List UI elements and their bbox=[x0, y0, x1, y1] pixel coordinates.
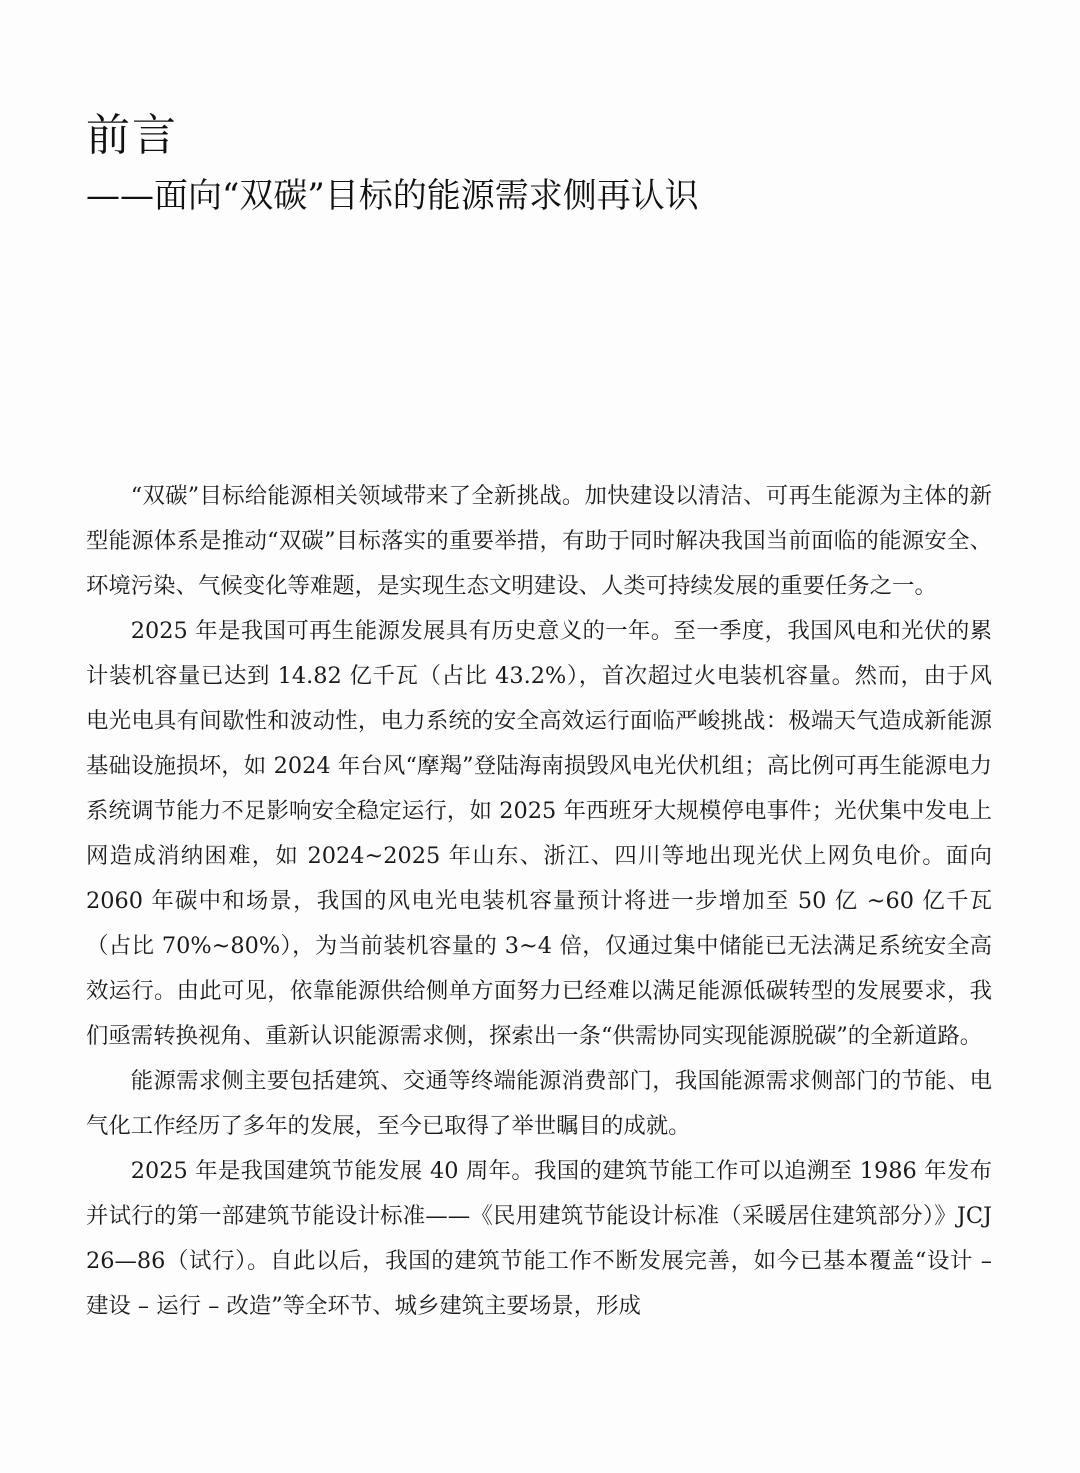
page-subtitle: ——面向“双碳”目标的能源需求侧再认识 bbox=[86, 176, 699, 216]
paragraph-2: 2025 年是我国可再生能源发展具有历史意义的一年。至一季度，我国风电和光伏的累计装机容量已达到 14.82 亿千瓦（占比 43.2%），首次超过火电装机容量。然而，由于风电光电具有间歇性和波动性，电力系统的安全高效运行面临严峻挑战：极端天气造成新能源基础设施损坏，如 2024 年台风“摩羯”登陆海南损毁风电光伏机组；高比例可再生能源电力系统调节能力不足影响安全稳定运行，如 2025 年西班牙大规模停电事件；光伏集中发电上网造成消纳困难，如 2024~2025 年山东、浙江、四川等地出现光伏上网负电价。面向 2060 年碳中和场景，我国的风电光电装机容量预计将进一步增加至 50 亿 ~60 亿千瓦（占比 70%~80%），为当前装机容量的 3~4 倍，仅通过集中储能已无法满足系统安全高效运行。由此可见，依靠能源供给侧单方面努力已经难以满足能源低碳转型的发展要求，我们亟需转换视角、重新认识能源需求侧，探索出一条“供需协同实现能源脱碳”的全新道路。 bbox=[86, 618, 992, 1049]
body-text bbox=[86, 474, 992, 1329]
page-title: 前言 bbox=[86, 110, 178, 161]
paragraph-4: 2025 年是我国建筑节能发展 40 周年。我国的建筑节能工作可以追溯至 1986 年发布并试行的第一部建筑节能设计标准——《民用建筑节能设计标准（采暖居住建筑部分）》JCJ 26—86（试行）。自此以后，我国的建筑节能工作不断发展完善，如今已基本覆盖“设计 – 建设 – 运行 – 改造”等全环节、城乡建筑主要场景，形成 bbox=[86, 1158, 992, 1319]
paragraph-3: 能源需求侧主要包括建筑、交通等终端能源消费部门，我国能源需求侧部门的节能、电气化工作经历了多年的发展，至今已取得了举世瞩目的成就。 bbox=[86, 1068, 992, 1139]
paragraph-1: “双碳”目标给能源相关领域带来了全新挑战。加快建设以清洁、可再生能源为主体的新型能源体系是推动“双碳”目标落实的重要举措，有助于同时解决我国当前面临的能源安全、环境污染、气候变化等难题，是实现生态文明建设、人类可持续发展的重要任务之一。 bbox=[86, 483, 992, 599]
